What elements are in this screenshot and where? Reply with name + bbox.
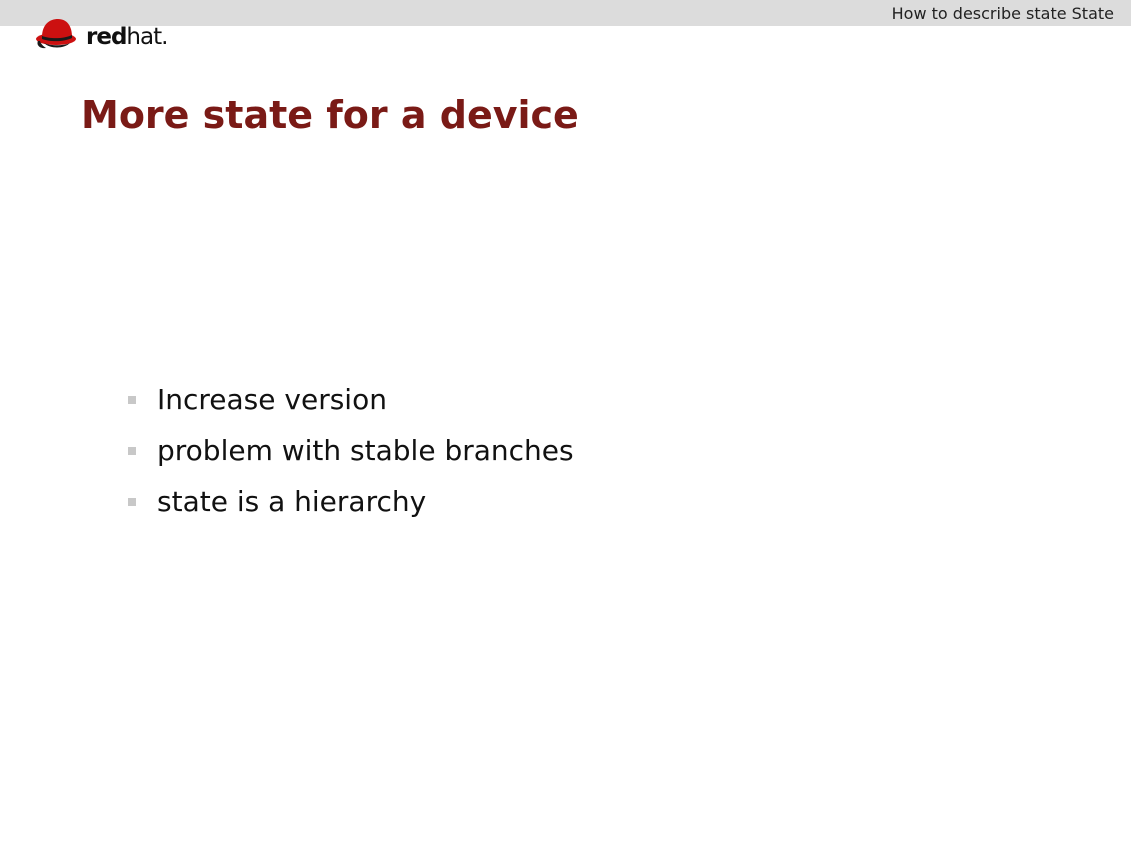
square-bullet-icon (128, 498, 136, 506)
list-item (128, 425, 574, 476)
bullet-list (128, 374, 574, 527)
list-item (128, 374, 574, 425)
logo-word-light: hat. (126, 23, 168, 50)
slide-title: More state for a device (81, 93, 579, 137)
bullet-text: problem with stable branches (157, 434, 574, 467)
red-hat-wordmark (86, 23, 168, 50)
section-title: How to describe state State (891, 4, 1114, 23)
square-bullet-icon (128, 396, 136, 404)
red-hat-fedora-icon (34, 15, 84, 51)
bullet-text: state is a hierarchy (157, 485, 427, 518)
square-bullet-icon (128, 447, 136, 455)
list-item (128, 476, 574, 527)
logo-word-bold: red (86, 23, 127, 50)
bullet-text: Increase version (157, 383, 387, 416)
red-hat-logo (34, 13, 167, 53)
header-bar (0, 0, 1131, 26)
